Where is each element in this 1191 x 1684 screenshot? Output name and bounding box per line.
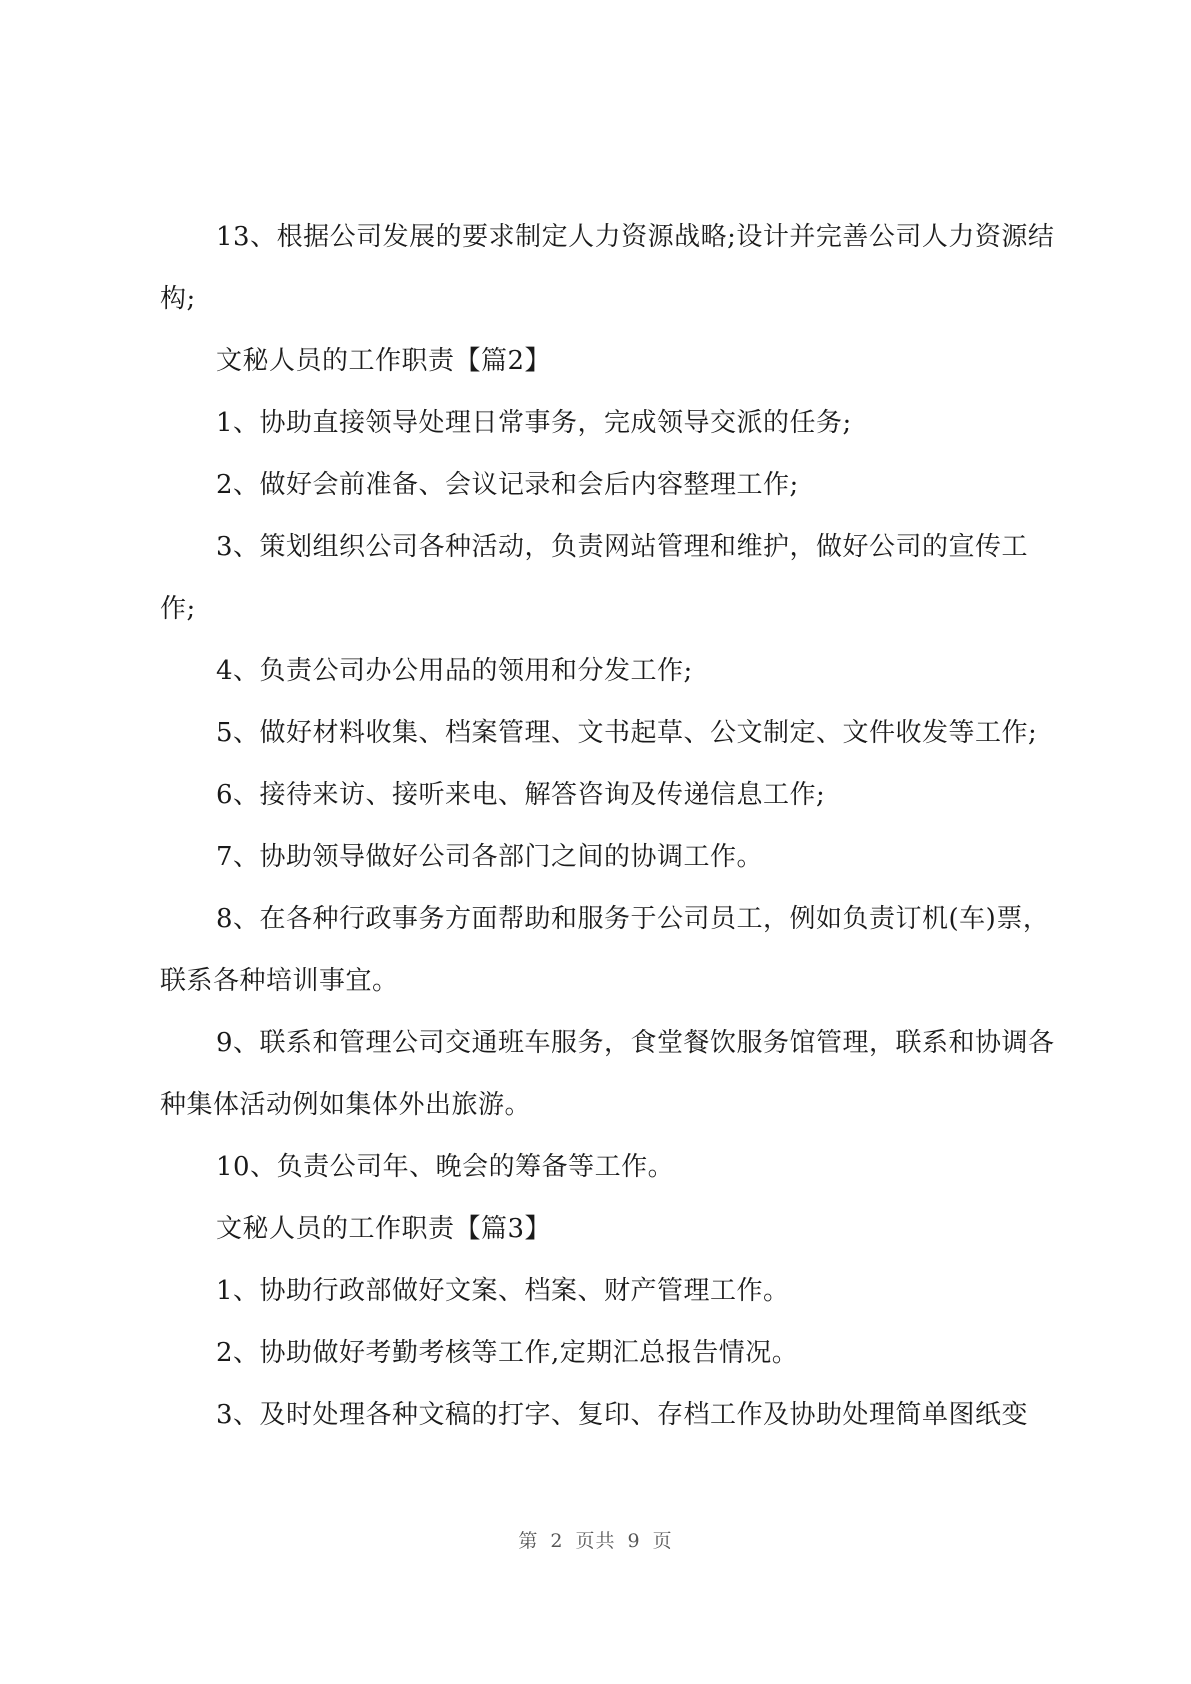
paragraph-4-office-supplies: 4、负责公司办公用品的领用和分发工作;	[216, 656, 693, 686]
footer-total-pages: 9	[627, 1530, 641, 1552]
section-heading-part-2: 文秘人员的工作职责【篇2】	[216, 346, 552, 376]
document-body	[160, 206, 1058, 1446]
paragraph-9-shuttle-canteen: 9、联系和管理公司交通班车服务，食堂餐饮服务馆管理，联系和协调各种集体活动例如集体外出旅游。	[160, 1028, 1055, 1120]
paragraph-8-admin-services: 8、在各种行政事务方面帮助和服务于公司员工，例如负责订机(车)票，联系各种培训事宜。	[160, 904, 1050, 996]
footer-prefix: 第	[518, 1530, 539, 1552]
footer-middle: 页共	[575, 1530, 616, 1552]
paragraph-2-attendance: 2、协助做好考勤考核等工作,定期汇总报告情况。	[216, 1338, 799, 1368]
paragraph-5-archives: 5、做好材料收集、档案管理、文书起草、公文制定、文件收发等工作;	[216, 718, 1038, 748]
paragraph-2-meeting-prep: 2、做好会前准备、会议记录和会后内容整理工作;	[216, 470, 799, 500]
paragraph-13-hr-strategy: 13、根据公司发展的要求制定人力资源战略;设计并完善公司人力资源结构;	[160, 222, 1055, 314]
paragraph-1-assist-leader: 1、协助直接领导处理日常事务，完成领导交派的任务;	[216, 408, 852, 438]
paragraph-3-plan-activities: 3、策划组织公司各种活动，负责网站管理和维护，做好公司的宣传工作;	[160, 532, 1029, 624]
paragraph-1-documents: 1、协助行政部做好文案、档案、财产管理工作。	[216, 1276, 790, 1306]
footer-current-page: 2	[550, 1530, 564, 1552]
paragraph-10-annual-party: 10、负责公司年、晚会的筹备等工作。	[216, 1152, 675, 1182]
footer-suffix: 页	[652, 1530, 673, 1552]
page-footer	[0, 1526, 1191, 1553]
paragraph-7-coordination: 7、协助领导做好公司各部门之间的协调工作。	[216, 842, 764, 872]
paragraph-3-typing-copying: 3、及时处理各种文稿的打字、复印、存档工作及协助处理简单图纸变	[216, 1400, 1029, 1430]
paragraph-6-reception: 6、接待来访、接听来电、解答咨询及传递信息工作;	[216, 780, 826, 810]
section-heading-part-3: 文秘人员的工作职责【篇3】	[216, 1214, 552, 1244]
